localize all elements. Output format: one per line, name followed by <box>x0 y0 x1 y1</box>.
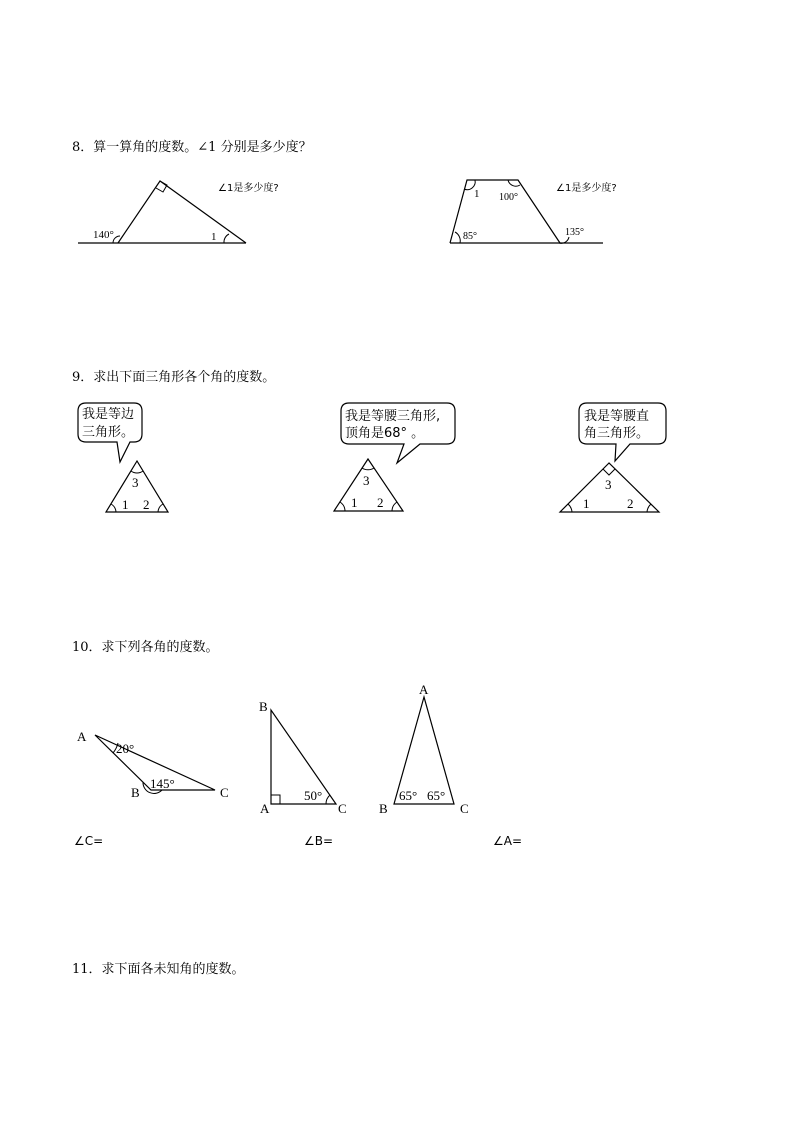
q10-fig3-vertex-c: C <box>460 801 469 816</box>
q9-fig3-bubble-line1: 我是等腰直 <box>584 409 650 424</box>
q10-fig1-vertex-a: A <box>77 729 87 744</box>
q10-fig3-vertex-a: A <box>419 682 429 697</box>
q9-fig1-arc2 <box>158 504 163 512</box>
q9-fig2-angle2: 2 <box>377 495 384 510</box>
q8-fig1-question: ∠1是多少度? <box>218 183 279 194</box>
q9-fig2-arc3 <box>362 468 374 470</box>
right-angle-marker <box>603 469 615 475</box>
q9-fig2-arc1 <box>340 502 345 511</box>
question-8-title: 8．算一算角的度数。∠1 分别是多少度？ <box>72 140 312 155</box>
q10-fig2-angle-c: 50° <box>304 788 323 803</box>
q10-fig3-answer: ∠A= <box>493 834 523 848</box>
q9-fig2-bubble-line2: 顶角是68° 。 <box>345 426 425 441</box>
right-angle-marker <box>271 795 280 804</box>
q9-fig3-angle3: 3 <box>605 477 612 492</box>
q9-fig2-angle1: 1 <box>351 495 358 510</box>
q10-fig1-answer: ∠C= <box>74 834 104 848</box>
q10-fig2-vertex-a: A <box>260 801 270 816</box>
q8-fig1-angle1-label: 1 <box>211 231 217 243</box>
q8-fig2-100-label: 100° <box>499 192 518 203</box>
q8-fig2-angle1-label: 1 <box>474 188 480 200</box>
q8-fig1-exterior-label: 140° <box>93 229 114 241</box>
q10-fig2-vertex-b: B <box>259 699 268 714</box>
q9-fig2-arc2 <box>392 502 397 511</box>
q8-fig2-85-label: 85° <box>463 231 477 242</box>
q10-fig3-vertex-b: B <box>379 801 388 816</box>
q8-fig1-angle1-arc <box>224 234 229 243</box>
q10-fig1-angle-b: 145° <box>150 776 175 791</box>
q9-fig3-bubble-line2: 角三角形。 <box>584 426 650 441</box>
q9-fig3-angle1: 1 <box>583 496 590 511</box>
q10-fig3-angle-c: 65° <box>427 788 446 803</box>
question-10-title: 10．求下列各角的度数。 <box>72 640 219 655</box>
q10-fig1-vertex-c: C <box>220 785 229 800</box>
q10-fig2-arc-c <box>326 795 330 804</box>
q10-fig2-vertex-c: C <box>338 801 347 816</box>
q8-fig2-exterior-label: 135° <box>565 227 584 238</box>
q10-fig1-vertex-b: B <box>131 785 140 800</box>
q9-fig3-angle2: 2 <box>627 496 634 511</box>
q9-fig2-bubble-line1: 我是等腰三角形, <box>345 409 441 424</box>
question-11-title: 11．求下面各未知角的度数。 <box>72 962 245 977</box>
q9-fig1-arc1 <box>111 504 116 512</box>
question-9-title: 9．求出下面三角形各个角的度数。 <box>72 370 276 385</box>
q9-fig1-bubble-line2: 三角形。 <box>82 425 135 440</box>
q9-fig1-bubble-line1: 我是等边 <box>82 407 135 422</box>
q9-fig1-angle3: 3 <box>132 475 139 490</box>
q9-fig3-arc2 <box>647 504 651 512</box>
q8-fig2-question: ∠1是多少度? <box>556 183 617 194</box>
q10-fig3-angle-b: 65° <box>399 788 418 803</box>
q9-fig2-angle3: 3 <box>363 473 370 488</box>
q8-fig2-85-arc <box>455 232 460 243</box>
q9-fig1-angle2: 2 <box>143 497 150 512</box>
q9-fig1-angle1: 1 <box>122 497 129 512</box>
q9-fig1-arc3 <box>131 471 143 473</box>
q10-fig1-angle-a: 20° <box>116 741 135 756</box>
q10-fig2-answer: ∠B= <box>304 834 334 848</box>
q9-fig3-arc1 <box>568 504 572 512</box>
